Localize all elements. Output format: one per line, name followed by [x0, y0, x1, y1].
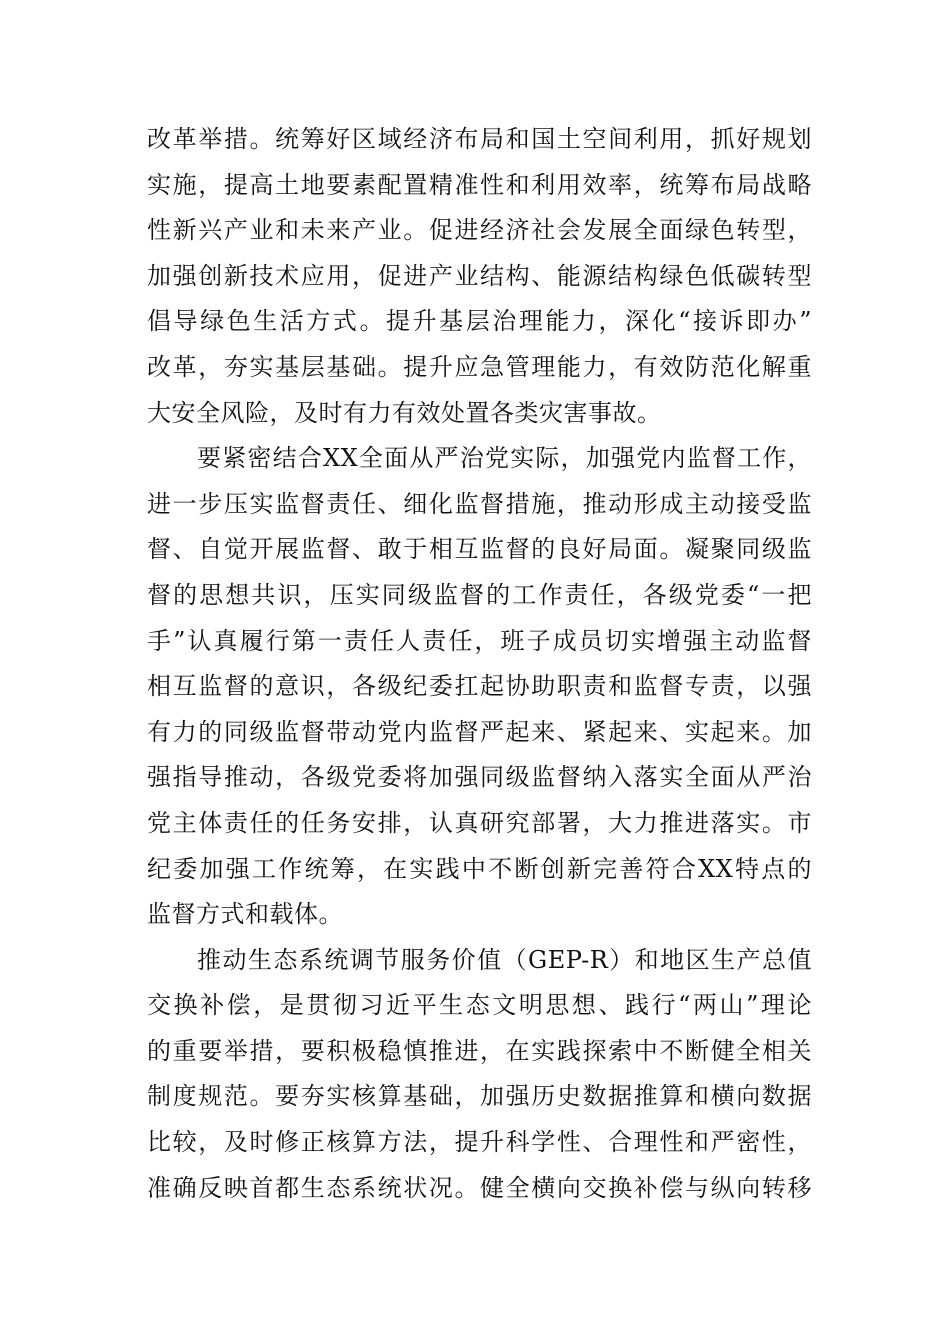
paragraph-2-line-1: 要紧密结合XX全面从严治党实际，加强党内监督工作， — [197, 444, 812, 473]
paragraph-1-line-1: 改革举措。统筹好区域经济布局和国土空间利用，抓好规划 — [147, 125, 812, 153]
paragraph-2-line-11: 监督方式和载体。 — [147, 900, 343, 929]
paragraph-2-line-6: 相互监督的意识，各级纪委扛起协助职责和监督专责，以强 — [147, 672, 812, 701]
paragraph-2-line-10: 纪委加强工作统筹，在实践中不断创新完善符合XX特点的 — [147, 854, 812, 883]
paragraph-3-line-4: 制度规范。要夯实核算基础，加强历史数据推算和横向数据 — [147, 1082, 812, 1111]
paragraph-2-line-8: 强指导推动，各级党委将加强同级监督纳入落实全面从严治 — [147, 763, 812, 792]
paragraph-1-line-5: 倡导绿色生活方式。提升基层治理能力，深化“接诉即办” — [147, 307, 812, 336]
paragraph-1-line-3: 性新兴产业和未来产业。促进经济社会发展全面绿色转型， — [147, 216, 812, 245]
paragraph-2-line-3: 督、自觉开展监督、敢于相互监督的良好局面。凝聚同级监 — [147, 535, 812, 564]
paragraph-1-line-7: 大安全风险，及时有力有效处置各类灾害事故。 — [147, 398, 662, 427]
paragraph-2-line-4: 督的思想共识，压实同级监督的工作责任，各级党委“一把 — [147, 580, 812, 609]
paragraph-3-line-2: 交换补偿，是贯彻习近平生态文明思想、践行“两山”理论 — [147, 991, 812, 1020]
paragraph-2-line-7: 有力的同级监督带动党内监督严起来、紧起来、实起来。加 — [147, 717, 812, 746]
paragraph-1-line-2: 实施，提高土地要素配置精准性和利用效率，统筹布局战略 — [147, 170, 812, 199]
paragraph-3-line-6: 准确反映首都生态系统状况。健全横向交换补偿与纵向转移 — [147, 1173, 812, 1202]
paragraph-1-line-6: 改革，夯实基层基础。提升应急管理能力，有效防范化解重 — [147, 352, 812, 381]
document-body — [147, 117, 812, 1211]
paragraph-3-line-5: 比较，及时修正核算方法，提升科学性、合理性和严密性， — [147, 1128, 812, 1157]
paragraph-2-line-2: 进一步压实监督责任、细化监督措施，推动形成主动接受监 — [147, 489, 812, 518]
paragraph-1-line-4: 加强创新技术应用，促进产业结构、能源结构绿色低碳转型 — [147, 261, 812, 290]
paragraph-2-line-9: 党主体责任的任务安排，认真研究部署，大力推进落实。市 — [147, 808, 812, 837]
paragraph-2-line-5: 手”认真履行第一责任人责任，班子成员切实增强主动监督 — [147, 626, 812, 655]
paragraph-3-line-3: 的重要举措，要积极稳慎推进，在实践探索中不断健全相关 — [147, 1036, 812, 1065]
paragraph-3-line-1: 推动生态系统调节服务价值（GEP-R）和地区生产总值 — [197, 945, 812, 974]
